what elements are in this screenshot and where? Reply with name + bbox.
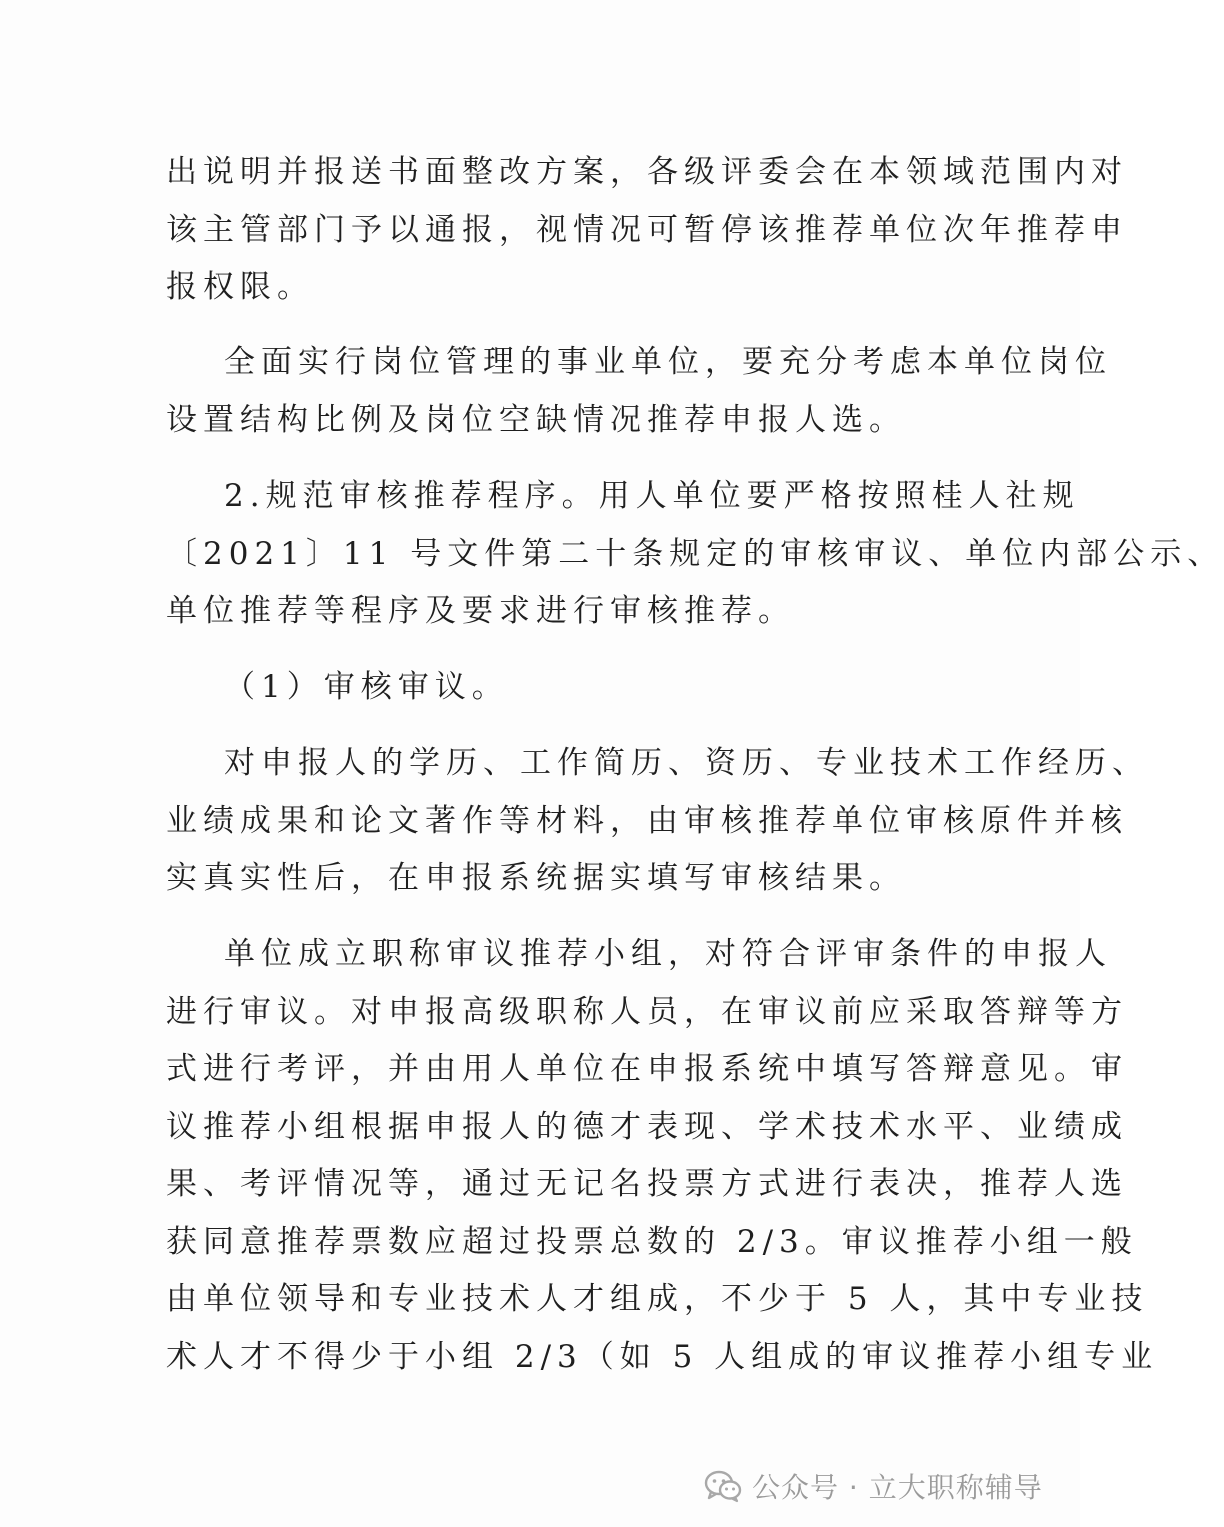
text-line: 获同意推荐票数应超过投票总数的 2/3。审议推荐小组一般: [166, 1224, 1138, 1260]
text-line: 实真实性后，在申报系统据实填写审核结果。: [166, 860, 906, 896]
paragraph-first-line: 单位成立职称审议推荐小组，对符合评审条件的申报人: [224, 936, 1112, 972]
text-line: 出说明并报送书面整改方案，各级评委会在本领域范围内对: [166, 154, 1128, 190]
text-line: 业绩成果和论文著作等材料，由审核推荐单位审核原件并核: [166, 803, 1128, 839]
text-line: 式进行考评，并由用人单位在申报系统中填写答辩意见。审: [166, 1051, 1128, 1087]
paragraph-first-line: 全面实行岗位管理的事业单位，要充分考虑本单位岗位: [224, 344, 1112, 380]
text-line: 进行审议。对申报高级职称人员，在审议前应采取答辩等方: [166, 994, 1128, 1030]
wechat-icon: [704, 1469, 742, 1503]
subsection-heading: （1）审核审议。: [224, 669, 509, 705]
text-line: 议推荐小组根据申报人的德才表现、学术技术水平、业绩成: [166, 1109, 1128, 1145]
text-line: 由单位领导和专业技术人才组成，不少于 5 人，其中专业技: [166, 1281, 1149, 1317]
text-line: 〔2021〕11 号文件第二十条规定的审核审议、单位内部公示、: [166, 536, 1224, 572]
text-line: 果、考评情况等，通过无记名投票方式进行表决，推荐人选: [166, 1166, 1128, 1202]
text-line: 报权限。: [166, 269, 314, 305]
watermark: [704, 1462, 1043, 1510]
watermark-text: 公众号 · 立大职称辅导: [752, 1471, 1043, 1504]
text-line: 该主管部门予以通报，视情况可暂停该推荐单位次年推荐申: [166, 212, 1128, 248]
text-line: 设置结构比例及岗位空缺情况推荐申报人选。: [166, 402, 906, 438]
text-line: 单位推荐等程序及要求进行审核推荐。: [166, 593, 795, 629]
section-heading-line: 2.规范审核推荐程序。用人单位要严格按照桂人社规: [224, 478, 1080, 514]
text-line: 术人才不得少于小组 2/3（如 5 人组成的审议推荐小组专业: [166, 1339, 1159, 1375]
paragraph-first-line: 对申报人的学历、工作简历、资历、专业技术工作经历、: [224, 745, 1149, 781]
